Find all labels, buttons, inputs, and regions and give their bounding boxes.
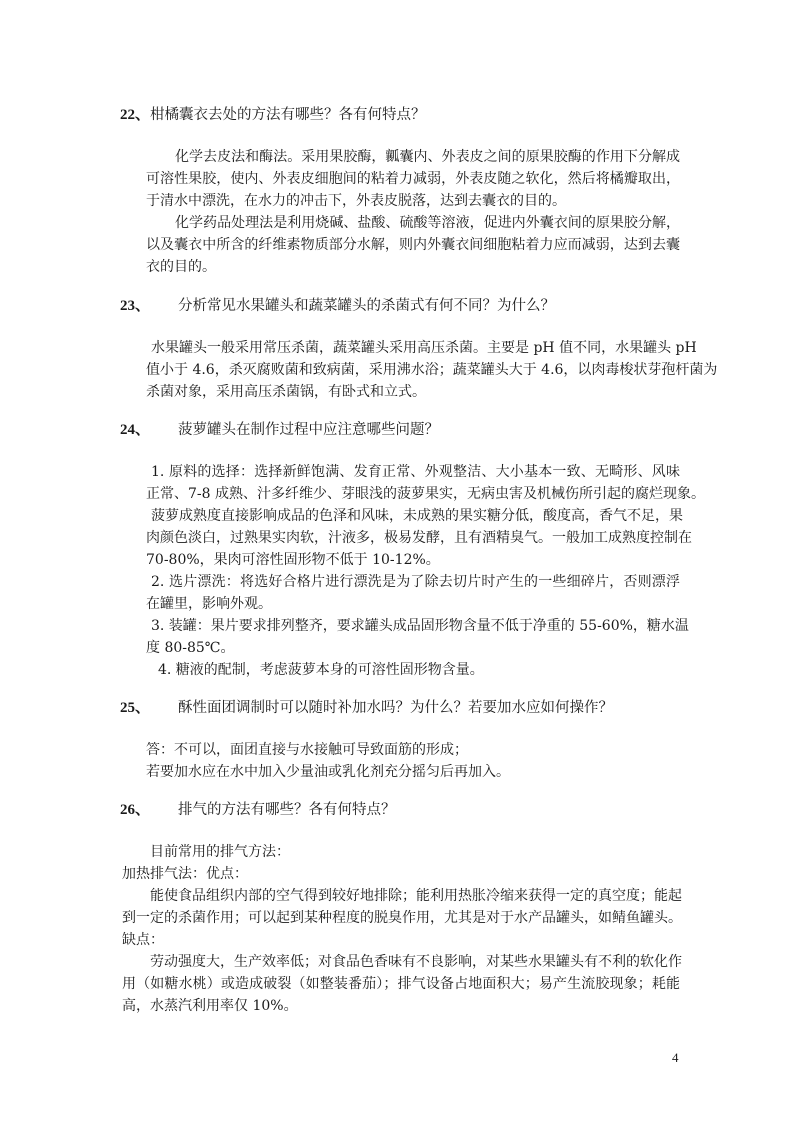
answer-line: 值小于 4.6，杀灭腐败菌和致病菌，采用沸水浴；蔬菜罐头大于 4.6，以肉毒梭状芽孢杆菌为 [146,362,718,378]
question-title: 排气的方法有哪些？各有何特点？ [178,802,396,818]
question-title: 分析常见水果罐头和蔬菜罐头的杀菌式有何不同？为什么？ [178,298,555,314]
answer-line: 于清水中漂洗，在水力的冲击下，外表皮脱落，达到去囊衣的目的。 [146,193,566,209]
answer-line: 缺点： [122,932,164,948]
question-number: 24、 [120,422,151,438]
answer-line: 劳动强度大，生产效率低；对食品色香味有不良影响，对某些水果罐头有不利的软化作 [150,954,682,970]
question-title: 酥性面团调制时可以随时补加水吗？为什么？若要加水应如何操作？ [178,700,613,716]
answer-line: 水果罐头一般采用常压杀菌，蔬菜罐头采用高压杀菌。主要是 pH 值不同，水果罐头 pH [151,340,697,356]
question-number: 22、 [120,107,151,123]
answer-line: 衣的目的。 [146,259,216,275]
answer-line: 化学去皮法和酶法。采用果胶酶，瓤囊内、外表皮之间的原果胶酶的作用下分解成 [175,149,680,165]
question-22-heading [120,105,426,125]
answer-line: 1. 原料的选择：选择新鲜饱满、发育正常、外观整洁、大小基本一致、无畸形、风味 [151,464,680,480]
answer-line: 用（如糖水桃）或造成破裂（如整装番茄）；排气设备占地面积大；易产生流胶现象；耗能 [122,976,680,992]
answer-line: 以及囊衣中所含的纤维素物质部分水解，则内外囊衣间细胞粘着力应而减弱，达到去囊 [146,237,680,253]
question-number: 26、 [120,802,151,818]
page-number: 4 [672,1050,679,1065]
answer-line: 化学药品处理法是利用烧碱、盐酸、硫酸等溶液，促进内外囊衣间的原果胶分解， [175,215,680,231]
answer-line: 高，水蒸汽利用率仅 10%。 [122,998,298,1014]
answer-line: 答：不可以，面团直接与水接触可导致面筋的形成； [146,742,468,758]
answer-line: 在罐里，影响外观。 [146,596,272,612]
question-23-heading [120,296,555,316]
question-24-heading [120,420,439,440]
answer-line: 肉颜色淡白，过熟果实肉软，汁液多，极易发酵，且有酒精臭气。一般加工成熟度控制在 [146,530,692,546]
answer-line: 3. 装罐：果片要求排列整齐，要求罐头成品固形物含量不低于净重的 55-60%，糖水温 [151,618,689,634]
answer-line: 可溶性果胶，使内、外表皮细胞间的粘着力减弱，外表皮随之软化，然后将橘瓣取出， [146,171,680,187]
question-number: 25、 [120,700,151,716]
question-25-heading [120,698,613,718]
answer-line: 目前常用的排气方法： [150,844,290,860]
answer-line: 2. 选片漂洗：将选好合格片进行漂洗是为了除去切片时产生的一些细碎片，否则漂浮 [151,574,680,590]
answer-line: 度 80-85℃。 [146,640,235,656]
answer-line: 杀菌对象，采用高压杀菌锅，有卧式和立式。 [146,384,426,400]
answer-line: 4. 糖液的配制，考虑菠萝本身的可溶性固形物含量。 [158,662,484,678]
answer-line: 菠萝成熟度直接影响成品的色泽和风味，未成熟的果实糖分低，酸度高，香气不足，果 [151,508,683,524]
question-number: 23、 [120,298,151,314]
question-26-heading [120,800,396,820]
question-title: 菠萝罐头在制作过程中应注意哪些问题？ [178,422,439,438]
answer-line: 到一定的杀菌作用；可以起到某种程度的脱臭作用，尤其是对于水产品罐头，如鲭鱼罐头。 [122,910,682,926]
question-title: 柑橘囊衣去处的方法有哪些？各有何特点？ [150,107,426,123]
answer-line: 正常、7-8 成熟、汁多纤维少、芽眼浅的菠萝果实，无病虫害及机械伤所引起的腐烂现象。 [146,486,705,502]
answer-line: 若要加水应在水中加入少量油或乳化剂充分摇匀后再加入。 [146,764,510,780]
answer-line: 能使食品组织内部的空气得到较好地排除；能利用热胀冷缩来获得一定的真空度；能起 [150,888,682,904]
answer-line: 加热排气法：优点： [122,866,248,882]
answer-line: 70-80%，果肉可溶性固形物不低于 10-12%。 [146,552,440,568]
